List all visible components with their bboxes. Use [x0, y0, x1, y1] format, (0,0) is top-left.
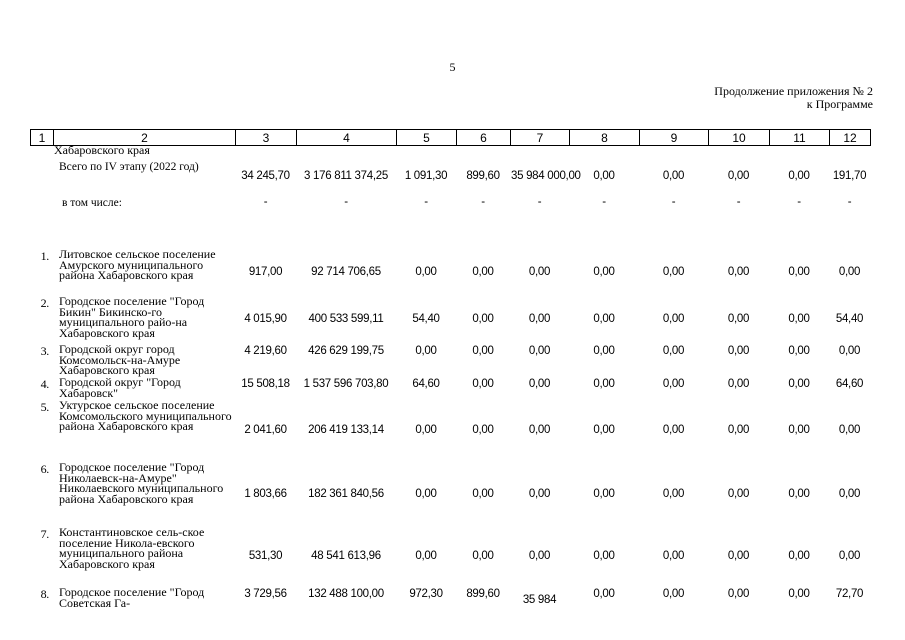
row-value: 0,00: [838, 345, 861, 357]
row-value: 0,00: [662, 424, 685, 436]
row-value: 531,30: [248, 550, 283, 562]
row-value: 400 533 599,11: [308, 313, 384, 325]
including-value: -: [344, 196, 348, 208]
row-value: 0,00: [593, 345, 615, 357]
table-row: [30, 586, 870, 616]
carryover-empty: [235, 146, 296, 156]
row-value: 1 803,66: [244, 487, 287, 500]
row-value: 35 984: [522, 594, 557, 606]
total-value: 191,70: [832, 169, 867, 182]
row-value: 0,00: [472, 378, 494, 390]
including-value: -: [424, 196, 428, 208]
row-value: 899,60: [466, 588, 500, 600]
row-value: 0,00: [727, 313, 750, 325]
row-value: 917,00: [248, 265, 283, 278]
including-value: -: [797, 196, 801, 208]
row-value: 0,00: [528, 487, 551, 500]
row-value: 0,00: [788, 313, 810, 325]
row-value: 0,00: [788, 588, 810, 600]
row-value: 0,00: [788, 378, 810, 390]
total-label: Всего по IV этапу (2022 год): [59, 161, 199, 173]
row-value: 64,60: [412, 378, 440, 390]
table-row: [30, 248, 870, 295]
carryover-row: [30, 146, 870, 156]
total-value: 0,00: [788, 169, 810, 182]
row-value: 0,00: [593, 313, 615, 325]
carryover-empty: [569, 146, 639, 156]
header-col-4: 4: [297, 130, 397, 146]
row-value: 0,00: [727, 265, 750, 278]
row-value: 0,00: [472, 313, 494, 325]
row-value: 0,00: [662, 487, 685, 500]
row-value: 0,00: [788, 487, 810, 500]
header-col-6: 6: [457, 130, 511, 146]
row-value: 92 714 706,65: [311, 265, 381, 278]
total-value: 34 245,70: [241, 169, 290, 182]
row-value: 0,00: [727, 550, 750, 562]
row-value: 0,00: [788, 550, 810, 562]
row-value: 0,00: [662, 345, 685, 357]
data-table: [30, 143, 870, 616]
row-number: 1.: [40, 249, 49, 263]
header-col-5: 5: [397, 130, 457, 146]
header-col-8: 8: [570, 130, 640, 146]
row-name: Литовское сельское поселение Амурского муниципального района Хабаровского края: [59, 247, 216, 282]
row-value: 0,00: [415, 345, 437, 357]
row-value: 0,00: [727, 588, 750, 600]
row-value: 132 488 100,00: [308, 588, 384, 600]
row-value: 48 541 613,96: [311, 550, 381, 562]
row-value: 54,40: [835, 313, 864, 325]
column-number-header: [30, 129, 871, 146]
table-row: [30, 295, 870, 343]
row-value: 0,00: [472, 550, 494, 562]
total-value: 35 984 000,00: [511, 169, 581, 182]
carryover-empty: [639, 146, 708, 156]
carryover-empty: [510, 146, 569, 156]
carryover-empty: [456, 146, 510, 156]
carryover-text: Хабаровского края: [54, 143, 150, 157]
total-value: 1 091,30: [404, 169, 448, 182]
total-num: [30, 156, 53, 192]
row-value: 0,00: [727, 424, 750, 436]
including-num: [30, 192, 53, 248]
row-value: 0,00: [528, 313, 551, 325]
row-name: Городское поселение "Город Бикин" Бикинско-го муниципального райо-на Хабаровского края: [59, 294, 205, 340]
row-value: 0,00: [662, 313, 685, 325]
row-value: 0,00: [472, 487, 494, 500]
row-value: 0,00: [528, 345, 551, 357]
row-value: 0,00: [415, 424, 437, 436]
total-value: 0,00: [593, 169, 615, 182]
including-label: в том числе:: [62, 197, 122, 209]
including-value: -: [481, 196, 485, 208]
header-col-11: 11: [770, 130, 830, 146]
row-value: 0,00: [472, 424, 494, 436]
row-value: 0,00: [838, 424, 861, 436]
table-row: [30, 343, 870, 376]
row-number: 2.: [40, 296, 49, 310]
row-value: 0,00: [662, 550, 685, 562]
appendix-note: [714, 85, 873, 111]
table-row: [30, 376, 870, 399]
row-name: Уктурское сельское поселение Комсомольского муниципального района Хабаровского края: [59, 398, 232, 433]
header-col-2: 2: [54, 130, 236, 146]
appendix-note-line2: к Программе: [806, 97, 873, 111]
row-value: 64,60: [835, 378, 864, 390]
row-value: 2 041,60: [244, 424, 287, 436]
row-value: 0,00: [788, 345, 810, 357]
total-value: 3 176 811 374,25: [304, 169, 388, 182]
row-value: 0,00: [593, 424, 615, 436]
row-value: 0,00: [593, 378, 615, 390]
row-name: Константиновское сель-ское поселение Никола-евского муниципального района Хабаровского края: [59, 525, 205, 571]
row-number: 3.: [40, 344, 49, 358]
table-row: [30, 461, 870, 526]
row-value: 3 729,56: [244, 588, 287, 600]
header-col-10: 10: [709, 130, 770, 146]
row-value: 0,00: [727, 378, 750, 390]
row-value: 206 419 133,14: [308, 424, 384, 436]
total-value: 899,60: [466, 169, 500, 182]
row-value: 0,00: [528, 550, 551, 562]
row-value: 182 361 840,56: [308, 487, 384, 500]
header-row: [31, 130, 871, 146]
header-col-9: 9: [640, 130, 709, 146]
row-value: 0,00: [662, 265, 685, 278]
row-value: 4 015,90: [244, 313, 287, 325]
carryover-num: [30, 146, 53, 156]
including-value: -: [671, 196, 676, 208]
including-value: -: [847, 196, 852, 208]
row-value: 0,00: [528, 424, 551, 436]
row-value: 0,00: [727, 487, 750, 500]
total-row: [30, 156, 870, 192]
row-name: Городское поселение "Город Советская Га-: [59, 585, 205, 610]
row-number: 4.: [40, 377, 49, 391]
table-row: [30, 399, 870, 461]
row-value: 0,00: [593, 487, 615, 500]
row-value: 426 629 199,75: [308, 345, 384, 357]
row-value: 0,00: [662, 378, 685, 390]
including-value: -: [602, 196, 606, 208]
carryover-empty: [396, 146, 456, 156]
row-name: Городское поселение "Город Николаевск-на-Амуре" Николаевского муниципального района Хабаровского края: [59, 460, 224, 506]
row-value: 15 508,18: [241, 378, 290, 390]
row-value: 0,00: [593, 265, 615, 278]
header-col-7: 7: [511, 130, 570, 146]
row-value: 0,00: [838, 265, 861, 278]
row-value: 4 219,60: [244, 345, 287, 357]
header-col-3: 3: [236, 130, 297, 146]
row-value: 0,00: [528, 265, 551, 278]
row-value: 0,00: [415, 487, 437, 500]
row-number: 8.: [40, 587, 49, 601]
total-value: 0,00: [727, 169, 750, 182]
row-value: 0,00: [727, 345, 750, 357]
row-name: Городской округ город Комсомольск-на-Амуре Хабаровского края: [59, 342, 181, 377]
page-number: 5: [449, 60, 456, 74]
row-value: 0,00: [593, 550, 615, 562]
row-value: 0,00: [838, 550, 861, 562]
row-value: 0,00: [838, 487, 861, 500]
carryover-empty: [769, 146, 829, 156]
row-value: 0,00: [662, 588, 685, 600]
row-number: 6.: [40, 462, 49, 476]
row-value: 0,00: [788, 424, 810, 436]
row-name: Городской округ "Город Хабаровск": [59, 375, 181, 400]
row-value: 0,00: [788, 265, 810, 278]
row-number: 5.: [40, 400, 49, 414]
carryover-empty: [829, 146, 870, 156]
row-value: 1 537 596 703,80: [303, 378, 389, 390]
row-value: 0,00: [415, 550, 437, 562]
row-value: 0,00: [528, 378, 551, 390]
carryover-empty: [708, 146, 769, 156]
table-row: [30, 526, 870, 586]
header-col-12: 12: [830, 130, 871, 146]
row-value: 0,00: [593, 588, 615, 600]
including-row: [30, 192, 870, 248]
row-number: 7.: [40, 527, 49, 541]
including-value: -: [537, 196, 542, 208]
total-value: 0,00: [662, 169, 685, 182]
row-value: 0,00: [472, 345, 494, 357]
row-value: 72,70: [835, 588, 864, 600]
row-value: 0,00: [415, 265, 437, 278]
carryover-empty: [296, 146, 396, 156]
row-value: 0,00: [472, 265, 494, 278]
row-value: 54,40: [412, 313, 440, 325]
including-value: -: [263, 196, 268, 208]
header-col-1: 1: [31, 130, 54, 146]
including-value: -: [736, 196, 741, 208]
appendix-note-line1: Продолжение приложения № 2: [714, 84, 873, 98]
row-value: 972,30: [409, 588, 443, 600]
